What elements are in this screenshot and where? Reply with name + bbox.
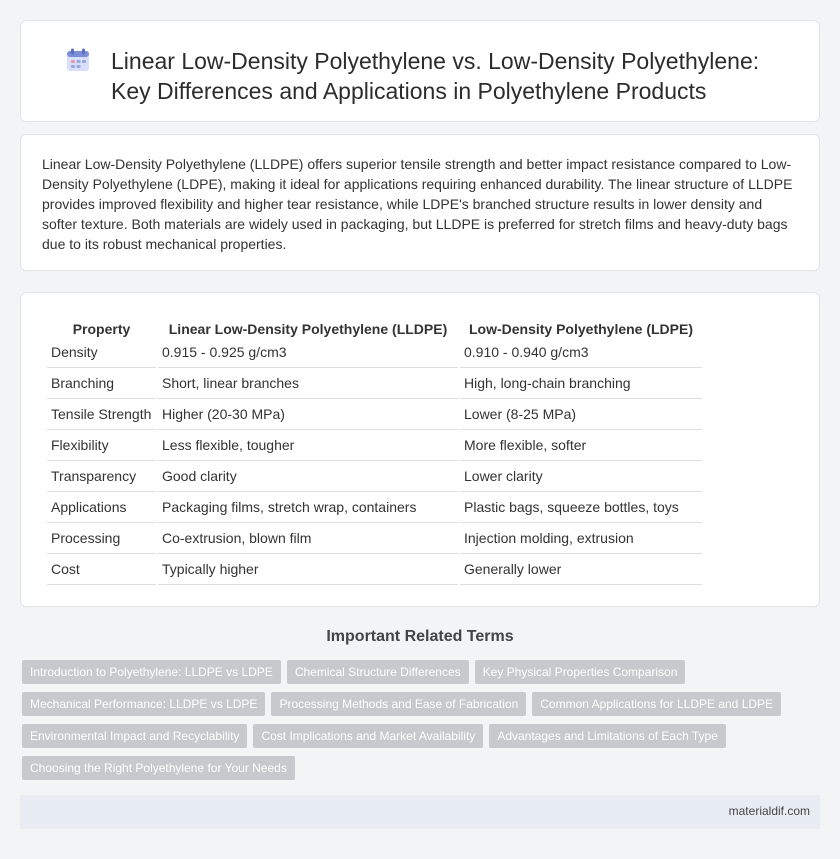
property-cell: Transparency — [47, 461, 156, 492]
ldpe-cell: High, long-chain branching — [460, 368, 702, 399]
property-cell: Branching — [47, 368, 156, 399]
lldpe-cell: Less flexible, tougher — [158, 430, 458, 461]
related-term-tag[interactable]: Key Physical Properties Comparison — [475, 660, 686, 684]
header-lldpe: Linear Low-Density Polyethylene (LLDPE) — [168, 321, 448, 337]
related-term-tag[interactable]: Chemical Structure Differences — [287, 660, 469, 684]
table-row — [47, 523, 702, 554]
property-cell: Cost — [47, 554, 156, 585]
related-term-tag[interactable]: Introduction to Polyethylene: LLDPE vs LDPE — [22, 660, 281, 684]
intro-card — [20, 134, 820, 271]
page-title: Linear Low-Density Polyethylene vs. Low-Density Polyethylene: Key Differences and Applications in Polyethylene Products — [111, 48, 760, 104]
ldpe-cell: 0.910 - 0.940 g/cm3 — [460, 337, 702, 368]
site-name[interactable]: materialdif.com — [728, 804, 810, 818]
table-row — [47, 399, 702, 430]
ldpe-cell: Injection molding, extrusion — [460, 523, 702, 554]
ldpe-cell: More flexible, softer — [460, 430, 702, 461]
ldpe-cell: Generally lower — [460, 554, 702, 585]
related-term-tag[interactable]: Advantages and Limitations of Each Type — [489, 724, 726, 748]
table-row — [47, 337, 702, 368]
property-cell: Flexibility — [47, 430, 156, 461]
lldpe-cell: Packaging films, stretch wrap, containers — [158, 492, 458, 523]
ldpe-cell: Plastic bags, squeeze bottles, toys — [460, 492, 702, 523]
table-row — [47, 492, 702, 523]
lldpe-cell: Co-extrusion, blown film — [158, 523, 458, 554]
comparison-table-card — [20, 292, 820, 607]
property-cell: Density — [47, 337, 156, 368]
document-icon — [65, 47, 91, 73]
footer-bar — [20, 795, 820, 829]
table-header-row — [47, 315, 702, 337]
intro-paragraph: Linear Low-Density Polyethylene (LLDPE) offers superior tensile strength and better impact resistance compared to Low-Density Polyethylene (LDPE), making it ideal for applications requiring enhanced durability. The linear structure of LLDPE provides improved flexibility and higher tear resistance, while LDPE's branched structure results in lower density and softer texture. Both materials are widely used in packaging, but LLDPE is preferred for stretch films and heavy-duty bags due to its robust mechanical properties. — [42, 156, 793, 252]
related-term-tag[interactable]: Choosing the Right Polyethylene for Your Needs — [22, 756, 295, 780]
comparison-table — [45, 315, 704, 585]
header-property: Property — [72, 321, 131, 337]
property-cell: Processing — [47, 523, 156, 554]
ldpe-cell: Lower (8-25 MPa) — [460, 399, 702, 430]
ldpe-cell: Lower clarity — [460, 461, 702, 492]
related-term-tag[interactable]: Common Applications for LLDPE and LDPE — [532, 692, 781, 716]
lldpe-cell: Good clarity — [158, 461, 458, 492]
title-card — [20, 20, 820, 122]
table-row — [47, 461, 702, 492]
property-cell: Tensile Strength — [47, 399, 156, 430]
related-term-tag[interactable]: Cost Implications and Market Availability — [253, 724, 483, 748]
lldpe-cell: Higher (20-30 MPa) — [158, 399, 458, 430]
related-term-tag[interactable]: Processing Methods and Ease of Fabrication — [271, 692, 526, 716]
related-term-tag[interactable]: Environmental Impact and Recyclability — [22, 724, 247, 748]
table-row — [47, 430, 702, 461]
lldpe-cell: 0.915 - 0.925 g/cm3 — [158, 337, 458, 368]
related-terms-heading: Important Related Terms — [326, 628, 514, 645]
title-row — [65, 46, 789, 106]
lldpe-cell: Typically higher — [158, 554, 458, 585]
related-term-tag[interactable]: Mechanical Performance: LLDPE vs LDPE — [22, 692, 265, 716]
property-cell: Applications — [47, 492, 156, 523]
table-row — [47, 368, 702, 399]
table-row — [47, 554, 702, 585]
lldpe-cell: Short, linear branches — [158, 368, 458, 399]
header-ldpe: Low-Density Polyethylene (LDPE) — [468, 321, 694, 337]
related-terms-list — [22, 660, 812, 788]
